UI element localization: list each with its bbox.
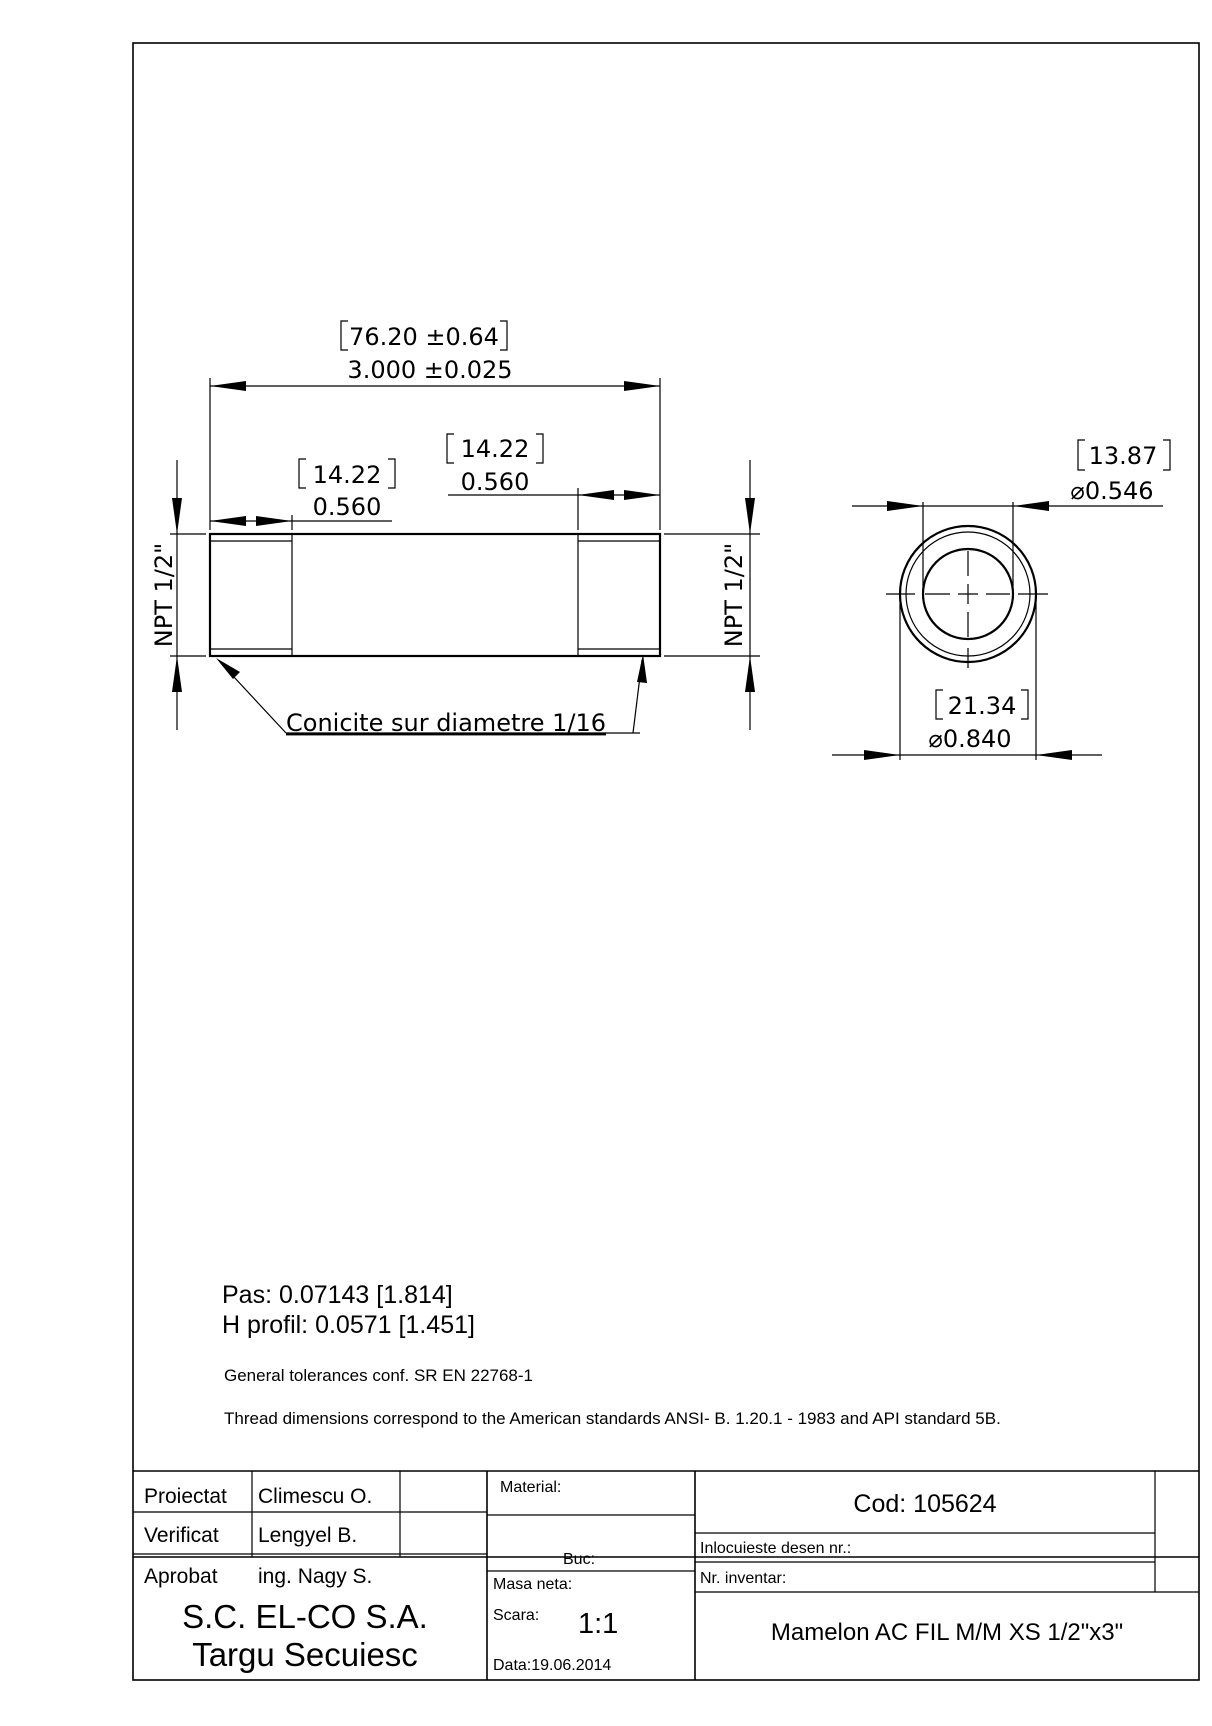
inner-diameter-in: ⌀0.546 bbox=[1070, 477, 1154, 505]
arrowhead bbox=[210, 381, 246, 391]
tolerances-note: General tolerances conf. SR EN 22768-1 bbox=[224, 1366, 534, 1385]
arrowhead bbox=[210, 516, 246, 526]
left-thread-length-mm: 14.22 bbox=[312, 461, 382, 489]
arrowhead bbox=[578, 490, 614, 500]
overall-length-dimension bbox=[210, 321, 660, 530]
checked-by: Lengyel B. bbox=[258, 1524, 358, 1547]
right-thread-length-dimension bbox=[447, 434, 660, 530]
inner-diameter-mm: 13.87 bbox=[1088, 442, 1158, 470]
arrowhead bbox=[887, 501, 923, 511]
bracket-right bbox=[1163, 440, 1170, 470]
arrowhead bbox=[624, 490, 660, 500]
outer-diameter-mm: 21.34 bbox=[947, 692, 1017, 720]
replaces-drawing-label: Inlocuieste desen nr.: bbox=[700, 1540, 852, 1557]
pitch-note: Pas: 0.07143 [1.814] bbox=[222, 1281, 453, 1309]
left-thread-length-dimension bbox=[210, 459, 395, 530]
right-thread-length-mm: 14.22 bbox=[460, 435, 530, 463]
bracket-left bbox=[936, 690, 943, 719]
drawing-date: Data:19.06.2014 bbox=[493, 1657, 612, 1674]
overall-length-in: 3.000 ±0.025 bbox=[347, 356, 513, 384]
net-mass-label: Masa neta: bbox=[493, 1576, 573, 1593]
arrowhead bbox=[1013, 501, 1049, 511]
left-npt-label: NPT 1/2" bbox=[150, 542, 178, 648]
outer-diameter-dimension bbox=[832, 594, 1102, 760]
left-thread-length-in: 0.560 bbox=[312, 493, 382, 521]
arrowhead bbox=[637, 654, 647, 683]
designed-by: Climescu O. bbox=[258, 1485, 373, 1508]
taper-note-text: Conicite sur diametre 1/16 bbox=[286, 709, 606, 737]
arrowhead bbox=[256, 516, 292, 526]
bracket-left bbox=[1078, 440, 1085, 470]
taper-note bbox=[216, 654, 647, 737]
arrowhead bbox=[624, 381, 660, 391]
company-name: S.C. EL-CO S.A. bbox=[182, 1598, 428, 1635]
arrowhead bbox=[864, 750, 900, 760]
company-city: Targu Secuiesc bbox=[192, 1636, 418, 1673]
inventory-number-label: Nr. inventar: bbox=[700, 1570, 787, 1587]
bracket-left bbox=[299, 459, 306, 488]
profile-height-note: H profil: 0.0571 [1.451] bbox=[222, 1311, 475, 1339]
checked-label: Verificat bbox=[144, 1524, 219, 1547]
left-npt-dimension bbox=[150, 460, 206, 730]
outer-diameter-in: ⌀0.840 bbox=[928, 725, 1012, 753]
approved-by: ing. Nagy S. bbox=[258, 1565, 373, 1588]
bracket-right bbox=[536, 434, 543, 463]
arrowhead bbox=[216, 658, 240, 679]
right-npt-dimension bbox=[664, 460, 760, 730]
arrowhead bbox=[745, 498, 755, 534]
drawing-code: Cod: 105624 bbox=[853, 1490, 997, 1518]
end-view bbox=[886, 526, 1048, 668]
right-npt-label: NPT 1/2" bbox=[720, 542, 748, 648]
part-title: Mamelon AC FIL M/M XS 1/2"x3" bbox=[770, 1619, 1124, 1646]
nipple-body bbox=[210, 534, 660, 656]
right-thread-length-in: 0.560 bbox=[460, 468, 530, 496]
pieces-label: Buc: bbox=[563, 1551, 596, 1568]
designed-label: Proiectat bbox=[144, 1485, 227, 1508]
arrowhead bbox=[172, 656, 182, 692]
bracket-left bbox=[341, 321, 348, 350]
front-view bbox=[210, 534, 660, 656]
scale-value: 1:1 bbox=[578, 1608, 619, 1640]
bracket-right bbox=[388, 459, 395, 488]
title-block bbox=[133, 1471, 1199, 1680]
material-label: Material: bbox=[500, 1479, 562, 1496]
approved-label: Aprobat bbox=[144, 1565, 218, 1588]
drawing-border bbox=[133, 43, 1199, 1680]
bracket-right bbox=[500, 321, 507, 350]
arrowhead bbox=[172, 498, 182, 534]
bracket-left bbox=[447, 434, 454, 463]
general-notes bbox=[222, 1281, 1001, 1428]
bracket-right bbox=[1021, 690, 1028, 719]
standards-note: Thread dimensions correspond to the American standards ANSI- B. 1.20.1 - 1983 and API standard 5B. bbox=[224, 1409, 1001, 1428]
scale-label: Scara: bbox=[493, 1607, 540, 1624]
inner-diameter-dimension bbox=[852, 440, 1170, 594]
arrowhead bbox=[1036, 750, 1072, 760]
overall-length-mm: 76.20 ±0.64 bbox=[349, 323, 499, 351]
arrowhead bbox=[745, 656, 755, 692]
